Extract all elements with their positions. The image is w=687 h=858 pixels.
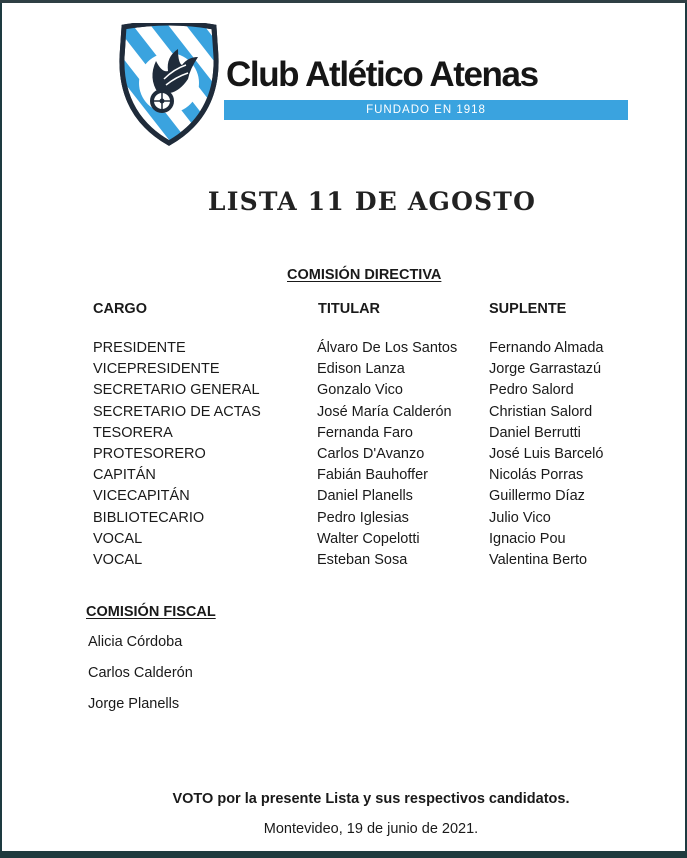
row-suplente: Ignacio Pou — [489, 530, 566, 547]
fiscal-member: Alicia Córdoba — [88, 634, 183, 650]
club-crest-icon — [118, 23, 220, 147]
row-cargo: TESORERA — [93, 424, 173, 441]
row-titular: Edison Lanza — [317, 361, 405, 378]
column-header-cargo: CARGO — [93, 301, 147, 317]
club-name: Club Atlético Atenas — [226, 55, 538, 94]
row-titular: Pedro Iglesias — [317, 509, 409, 526]
list-title: LISTA 11 DE AGOSTO — [207, 187, 537, 216]
row-titular: Fabián Bauhoffer — [317, 467, 428, 484]
row-cargo: CAPITÁN — [93, 467, 156, 484]
row-suplente: Nicolás Porras — [489, 467, 584, 484]
row-titular: José María Calderón — [317, 403, 452, 420]
fiscal-heading: COMISIÓN FISCAL — [86, 604, 216, 620]
row-suplente: Valentina Berto — [489, 552, 588, 568]
fiscal-member: Carlos Calderón — [88, 665, 193, 681]
row-cargo: VOCAL — [93, 552, 143, 568]
row-titular: Fernanda Faro — [317, 424, 413, 441]
row-cargo: BIBLIOTECARIO — [93, 509, 205, 526]
row-suplente: Guillermo Díaz — [489, 488, 585, 505]
row-suplente: Julio Vico — [489, 509, 551, 526]
screen-frame-bottom — [0, 851, 687, 858]
document-page — [2, 3, 685, 851]
row-titular: Gonzalo Vico — [317, 382, 403, 399]
row-titular: Álvaro De Los Santos — [317, 340, 458, 356]
row-suplente: Christian Salord — [489, 403, 593, 420]
row-suplente: Daniel Berrutti — [489, 424, 581, 441]
row-cargo: VOCAL — [93, 530, 143, 547]
founded-banner: FUNDADO EN 1918 — [224, 100, 628, 120]
row-cargo: SECRETARIO GENERAL — [93, 382, 260, 399]
place-date: Montevideo, 19 de junio de 2021. — [263, 821, 479, 837]
row-titular: Esteban Sosa — [317, 552, 408, 568]
vote-statement: VOTO por la presente Lista y sus respectivos candidatos. — [172, 791, 570, 807]
row-suplente: Jorge Garrastazú — [489, 361, 602, 378]
row-cargo: PRESIDENTE — [93, 340, 186, 356]
row-suplente: Pedro Salord — [489, 382, 574, 399]
column-header-titular: TITULAR — [318, 301, 381, 317]
row-cargo: VICEPRESIDENTE — [93, 361, 220, 378]
row-cargo: PROTESORERO — [93, 446, 206, 462]
row-cargo: SECRETARIO DE ACTAS — [93, 403, 261, 420]
row-titular: Daniel Planells — [317, 488, 413, 505]
row-suplente: Fernando Almada — [489, 340, 604, 356]
directiva-heading: COMISIÓN DIRECTIVA — [287, 267, 442, 283]
fiscal-member: Jorge Planells — [88, 696, 180, 712]
row-titular: Walter Copelotti — [317, 530, 420, 547]
column-header-suplente: SUPLENTE — [489, 301, 567, 317]
row-cargo: VICECAPITÁN — [93, 488, 190, 505]
row-titular: Carlos D'Avanzo — [317, 446, 425, 462]
row-suplente: José Luis Barceló — [489, 446, 604, 462]
